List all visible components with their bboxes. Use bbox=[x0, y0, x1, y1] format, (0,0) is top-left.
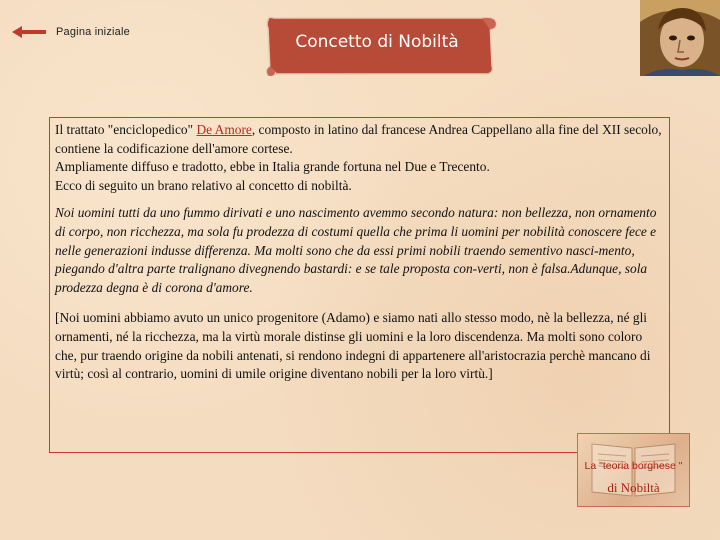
teoria-borghese-link[interactable] bbox=[577, 433, 690, 507]
quote-paragraph: Noi uomini tutti da uno fummo dirivati e uno nascimento avemmo secondo natura: non bellezza, non ornamento di corpo, non ricchezza, ma sola fu prodezza di costumi quella che prima li uomini per nobilità conoscere fece e nelle generazioni indusse differenza. Ma molti sono che da essi primi nobili traendo sementivo nasci-mento, piegando d'altra parte tralignano divegnendo bastardi: e se tale proposta con-verti, non è falsa.Adunque, sola prodezza degna è di corona d'amore. bbox=[55, 205, 657, 295]
book-link-line1: La "teoria borghese " bbox=[584, 460, 683, 472]
intro-line-3: Ecco di seguito un brano relativo al concetto di nobiltà. bbox=[55, 177, 352, 193]
intro-line-2: Ampliamente diffuso e tradotto, ebbe in Italia grande fortuna nel Due e Trecento. bbox=[55, 159, 490, 175]
intro-paragraph bbox=[55, 121, 667, 195]
de-amore-link[interactable]: De Amore bbox=[196, 122, 252, 137]
book-link-line2: di Nobiltà bbox=[607, 480, 660, 495]
intro-prefix: Il trattato "enciclopedico" bbox=[55, 122, 197, 137]
translation-paragraph: [Noi uomini abbiamo avuto un unico progenitore (Adamo) e siamo nati allo stesso modo, nè la bellezza, né gli ornamenti, né la ricchezza, ma la virtù morale distinse gli uomini e la loro discendenza. Ma molti sono coloro che, pur traendo origine da nobili antenati, si rendono indegni di appartenere all'aristocrazia perchè mancano di virtù; così al contrario, uomini di umile origine diventano nobili per la loro virtù.] bbox=[55, 310, 651, 382]
intro-rest: , composto in latino dal francese Andrea Cappellano alla fine del XII secolo, contiene la codificazione dell'amore cortese. bbox=[55, 122, 662, 156]
home-label: Pagina iniziale bbox=[56, 26, 130, 38]
title-banner bbox=[262, 14, 500, 76]
home-link[interactable] bbox=[12, 20, 152, 44]
portrait-image bbox=[640, 0, 720, 76]
content-text bbox=[55, 121, 667, 384]
page-title: Concetto di Nobiltà bbox=[295, 32, 459, 52]
arrow-left-icon bbox=[12, 25, 46, 39]
